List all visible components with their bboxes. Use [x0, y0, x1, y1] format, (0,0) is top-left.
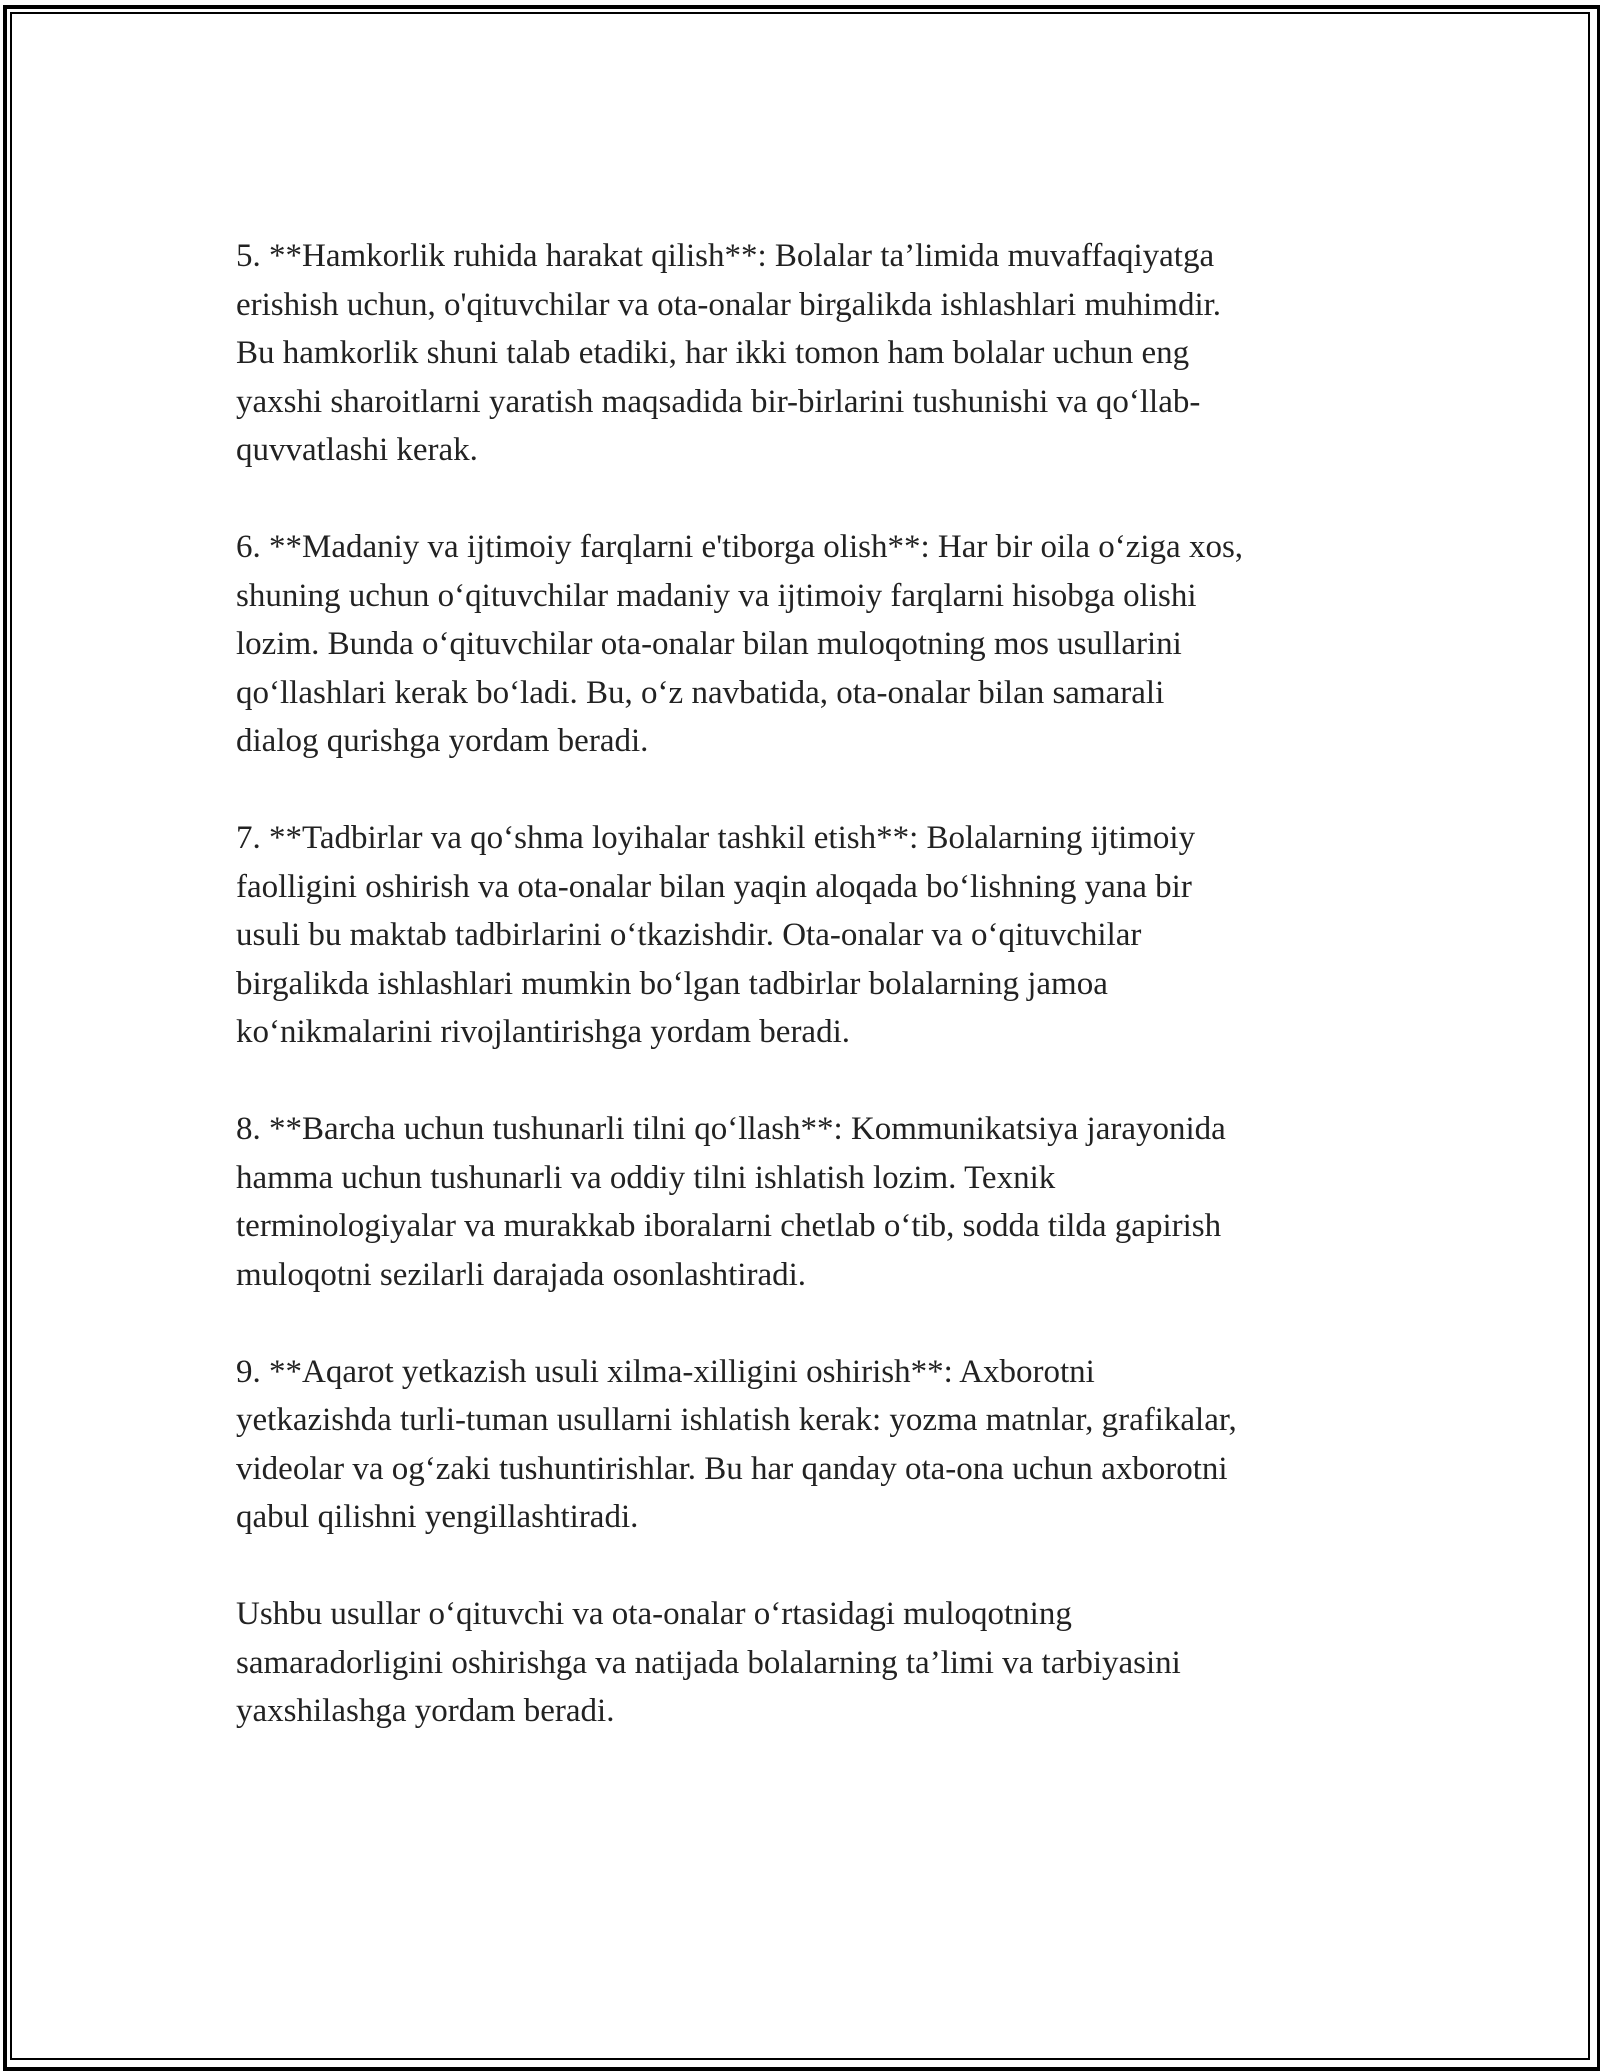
text-line: 5. **Hamkorlik ruhida harakat qilish**: Bolalar ta’limida muvaffaqiyatga [236, 238, 1215, 274]
text-line: 9. **Aqarot yetkazish usuli xilma-xilligini oshirish**: Axborotni [236, 1353, 1095, 1390]
text-line: usuli bu maktab tadbirlarini oʻtkazishdir. Ota-onalar va oʻqituvchilar [236, 917, 1142, 953]
paragraph-item-8 [236, 1105, 1366, 1299]
text-line: muloqotni sezilarli darajada osonlashtiradi. [236, 1256, 807, 1293]
text-line: lozim. Bunda oʻqituvchilar ota-onalar bilan muloqotning mos usullarini [236, 626, 1182, 662]
document-body [236, 232, 1366, 1736]
text-line: yetkazishda turli-tuman usullarni ishlatish kerak: yozma matnlar, grafikalar, [236, 1402, 1237, 1438]
text-line: shuning uchun oʻqituvchilar madaniy va ijtimoiy farqlarni hisobga olishi [236, 577, 1197, 614]
text-line: koʻnikmalarini rivojlantirishga yordam beradi. [236, 1014, 850, 1050]
text-line: 7. **Tadbirlar va qoʻshma loyihalar tashkil etish**: Bolalarning ijtimoiy [236, 820, 1196, 856]
paragraph-item-5 [236, 232, 1366, 475]
paragraph-conclusion [236, 1590, 1366, 1736]
text-line: qoʻllashlari kerak boʻladi. Bu, oʻz navbatida, ota-onalar bilan samarali [236, 674, 1165, 711]
text-line: quvvatlashi kerak. [236, 432, 478, 468]
text-line: dialog qurishga yordam beradi. [236, 723, 649, 759]
text-line: qabul qilishni yengillashtiradi. [236, 1499, 639, 1535]
text-line: 6. **Madaniy va ijtimoiy farqlarni e'tiborga olish**: Har bir oila oʻziga xos, [236, 529, 1244, 565]
text-line: 8. **Barcha uchun tushunarli tilni qoʻllash**: Kommunikatsiya jarayonida [236, 1111, 1226, 1147]
text-line: hamma uchun tushunarli va oddiy tilni ishlatish lozim. Texnik [236, 1159, 1056, 1196]
text-line: faolligini oshirish va ota-onalar bilan yaqin aloqada boʻlishning yana bir [236, 868, 1192, 905]
text-line: terminologiyalar va murakkab iboralarni chetlab oʻtib, sodda tilda gapirish [236, 1208, 1222, 1244]
text-line: videolar va ogʻzaki tushuntirishlar. Bu har qanday ota-ona uchun axborotni [236, 1450, 1228, 1487]
text-line: samaradorligini oshirishga va natijada bolalarning ta’limi va tarbiyasini [236, 1644, 1181, 1681]
paragraph-item-9 [236, 1348, 1366, 1542]
text-line: erishish uchun, o'qituvchilar va ota-onalar birgalikda ishlashlari muhimdir. [236, 286, 1222, 323]
paragraph-item-7 [236, 814, 1366, 1057]
text-line: yaxshilashga yordam beradi. [236, 1693, 615, 1729]
paragraph-item-6 [236, 523, 1366, 766]
text-line: Bu hamkorlik shuni talab etadiki, har ikki tomon ham bolalar uchun eng [236, 335, 1190, 371]
text-line: yaxshi sharoitlarni yaratish maqsadida bir-birlarini tushunishi va qoʻllab- [236, 383, 1201, 420]
text-line: Ushbu usullar oʻqituvchi va ota-onalar oʻrtasidagi muloqotning [236, 1596, 1072, 1632]
text-line: birgalikda ishlashlari mumkin boʻlgan tadbirlar bolalarning jamoa [236, 965, 1108, 1002]
